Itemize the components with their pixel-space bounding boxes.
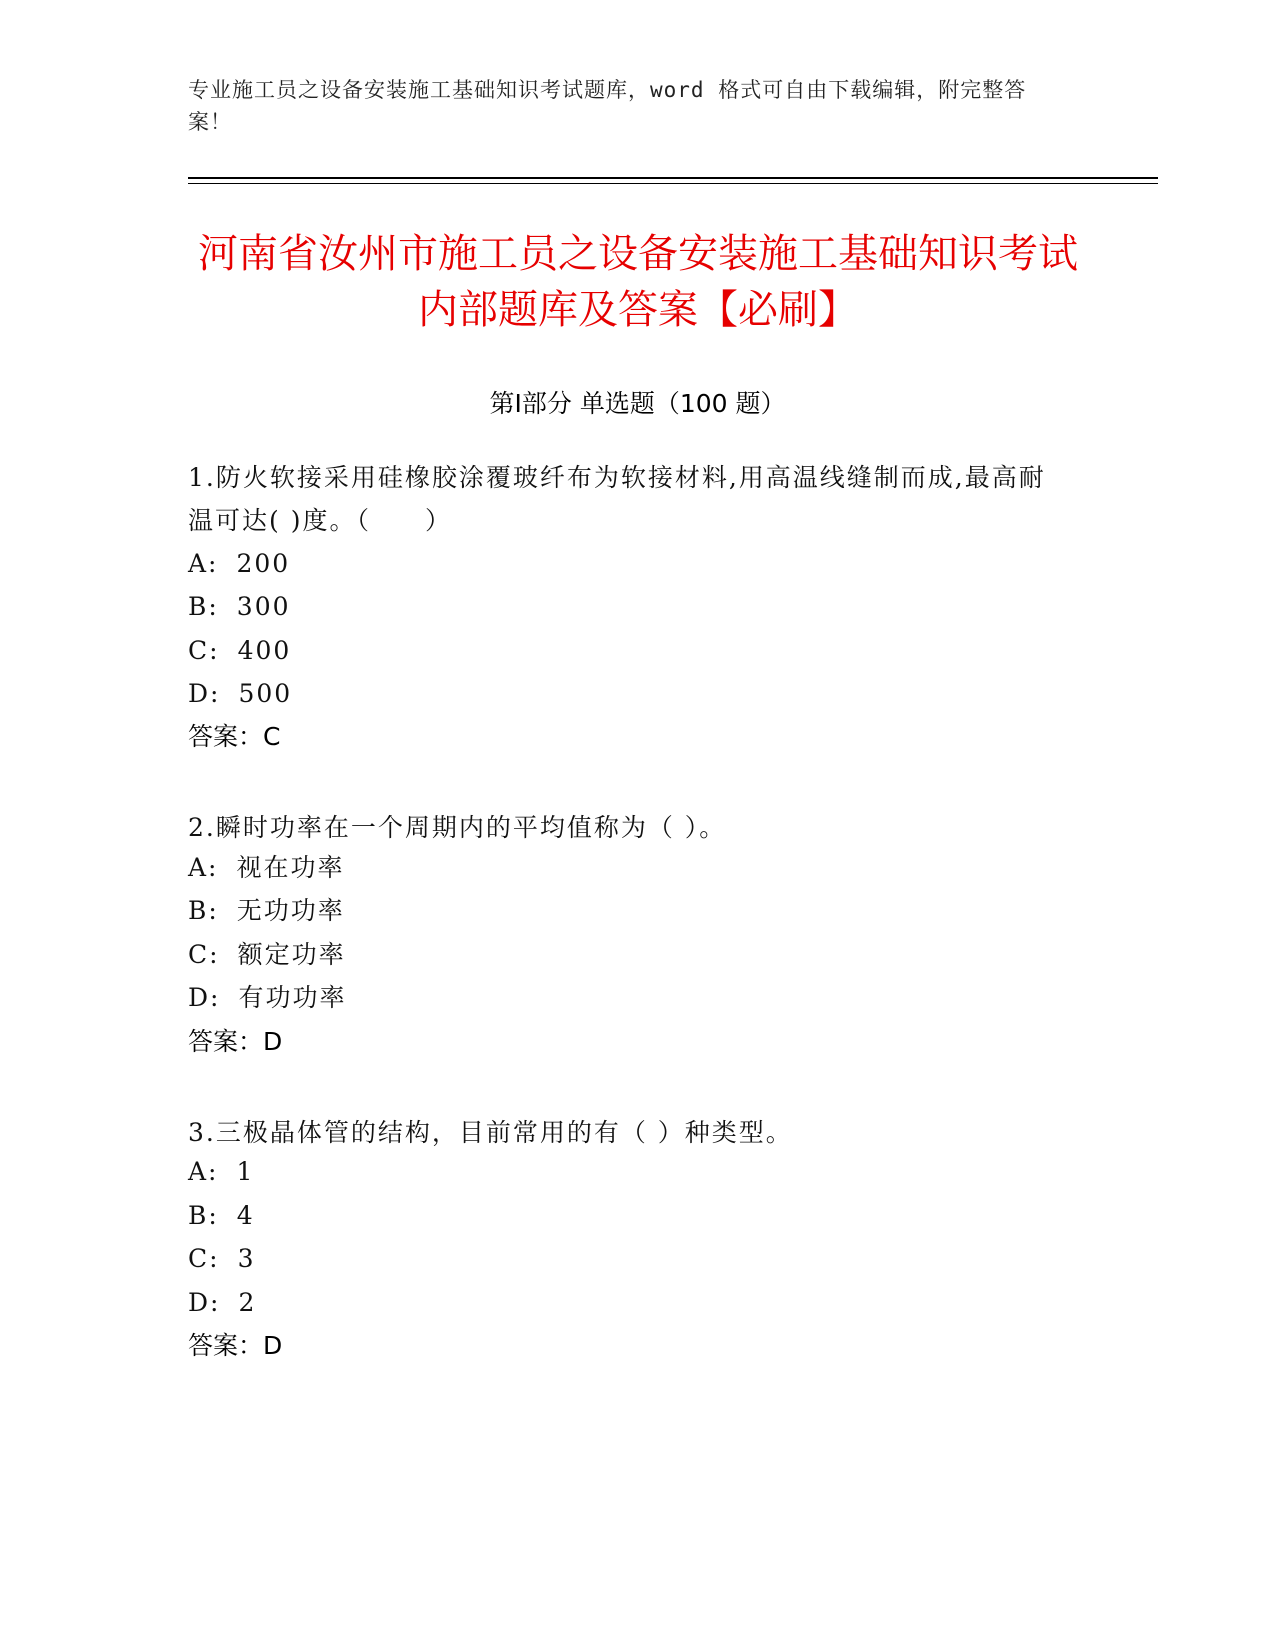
option-c	[188, 1241, 1068, 1277]
option-c	[188, 633, 1068, 669]
option-d	[188, 1285, 1068, 1321]
option-text: 200	[236, 549, 291, 578]
option-label: B:	[188, 592, 219, 621]
document-title: 河南省汝州市施工员之设备安装施工基础知识考试内部题库及答案【必刷】	[198, 231, 1078, 333]
option-d	[188, 676, 1068, 712]
option-c	[188, 937, 1068, 973]
answer: 答案：C	[188, 722, 281, 751]
option-b	[188, 589, 1068, 625]
option-label: D:	[188, 679, 221, 708]
option-label: C:	[188, 1244, 220, 1273]
option-b	[188, 1198, 1068, 1234]
option-label: D:	[188, 1288, 221, 1317]
question-stem: 3.三极晶体管的结构，目前常用的有（ ）种类型。	[188, 1118, 793, 1147]
option-label: B:	[188, 896, 219, 925]
question-stem: 1.防火软接采用硅橡胶涂覆玻纤布为软接材料,用高温线缝制而成,最高耐温可达( )度。（ ）	[188, 463, 1046, 535]
option-text: 额定功率	[237, 940, 346, 969]
option-b	[188, 893, 1068, 929]
option-text: 400	[237, 636, 292, 665]
option-label: B:	[188, 1201, 219, 1230]
option-text: 300	[236, 592, 291, 621]
option-text: 2	[238, 1288, 257, 1317]
option-label: A:	[188, 1157, 219, 1186]
option-d	[188, 980, 1068, 1016]
answer: 答案：D	[188, 1331, 283, 1360]
option-text: 1	[236, 1157, 255, 1186]
header-divider-thin	[188, 183, 1158, 184]
option-text: 500	[238, 679, 293, 708]
option-a	[188, 1154, 1068, 1190]
option-text: 有功功率	[238, 983, 347, 1012]
option-label: A:	[188, 549, 219, 578]
header-note: 专业施工员之设备安装施工基础知识考试题库，word 格式可自由下载编辑，附完整答案！	[188, 78, 1027, 134]
header-divider-thick	[188, 177, 1158, 179]
option-label: A:	[188, 853, 219, 882]
option-text: 3	[237, 1244, 256, 1273]
option-a	[188, 850, 1068, 886]
option-label: C:	[188, 940, 220, 969]
option-text: 4	[236, 1201, 255, 1230]
answer: 答案：D	[188, 1027, 283, 1056]
option-text: 视在功率	[236, 853, 345, 882]
section-title: 第Ⅰ部分 单选题（100 题）	[489, 389, 786, 418]
question-stem: 2.瞬时功率在一个周期内的平均值称为（ ）。	[188, 813, 727, 842]
option-label: C:	[188, 636, 220, 665]
option-label: D:	[188, 983, 221, 1012]
option-a	[188, 546, 1068, 582]
option-text: 无功功率	[236, 896, 345, 925]
